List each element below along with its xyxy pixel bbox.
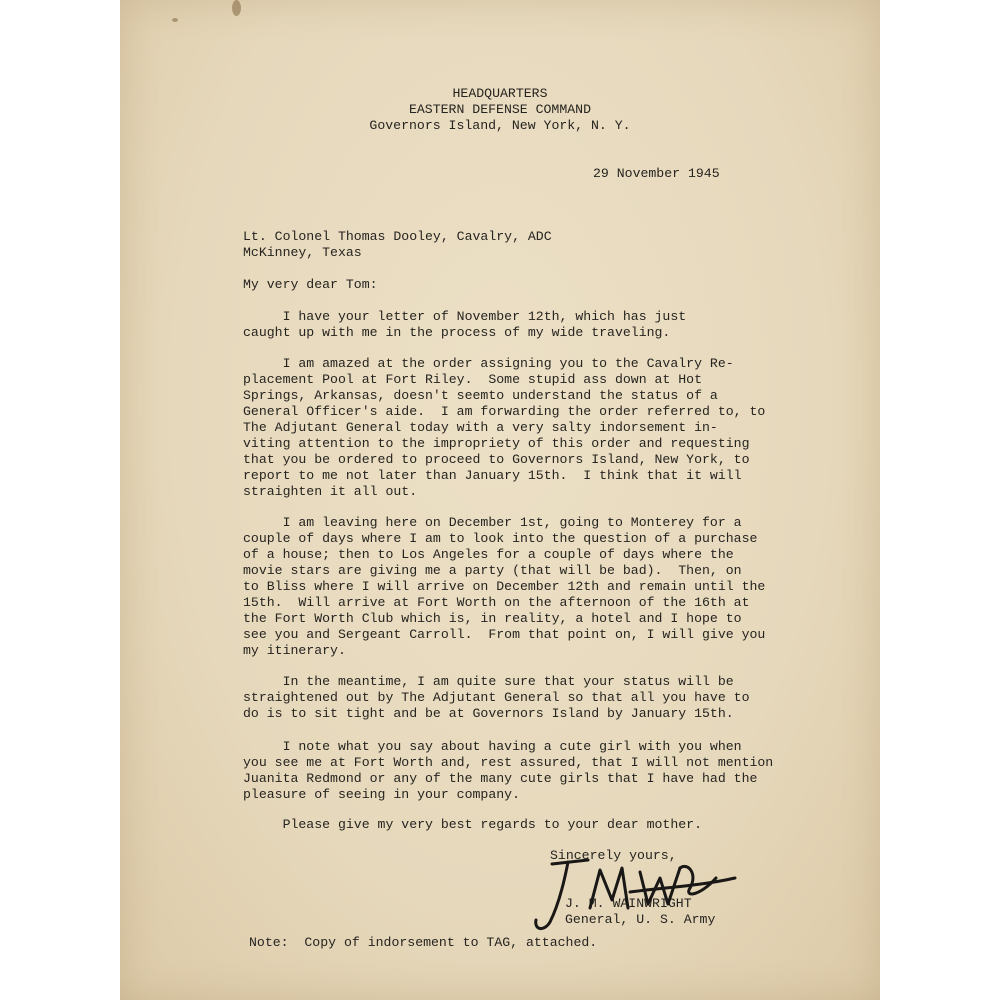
letterhead-line-3: Governors Island, New York, N. Y.	[369, 118, 631, 133]
body-paragraph-5: I note what you say about having a cute girl with you when you see me at Fort Worth and, rest assured, that I will not mention Juanita Redmond or any of the many cute girls that I have had the pleasure of seeing in your company.	[243, 739, 774, 802]
closing: Sincerely yours,	[550, 848, 677, 863]
recipient-line-1: Lt. Colonel Thomas Dooley, Cavalry, ADC	[243, 229, 552, 244]
salutation: My very dear Tom:	[243, 277, 378, 292]
body-paragraph-4: In the meantime, I am quite sure that your status will be straightened out by The Adjutant General so that all you have to do is to sit tight and be at Governors Island by January 15th.	[243, 674, 750, 721]
handwritten-signature	[530, 848, 750, 938]
letter-date: 29 November 1945	[593, 166, 720, 181]
signer-name: J. M. WAINWRIGHT	[565, 896, 692, 911]
recipient-line-2: McKinney, Texas	[243, 245, 362, 260]
body-paragraph-6: Please give my very best regards to your dear mother.	[243, 817, 702, 832]
paper-stain	[172, 18, 178, 22]
signer-title: General, U. S. Army	[565, 912, 716, 927]
body-paragraph-2: I am amazed at the order assigning you to the Cavalry Re- placement Pool at Fort Riley. Some stupid ass down at Hot Springs, Arkansas, doesn't seemto understand the status of a General Officer's aide. I am forwarding the order referred to, to The Adjutant General today with a very salty indorsement in- viting attention to the impropriety of this order and requesting that you be ordered to proceed to Governors Island, New York, to report to me not later than January 15th. I think that it will straighten it all out.	[243, 356, 766, 499]
paper-stain	[232, 0, 241, 16]
body-paragraph-3: I am leaving here on December 1st, going to Monterey for a couple of days where I am to look into the question of a purchase of a house; then to Los Angeles for a couple of days where the movie stars are giving me a party (that will be bad). Then, on to Bliss where I will arrive on December 12th and remain until the 15th. Will arrive at Fort Worth on the afternoon of the 16th at the Fort Worth Club which is, in reality, a hotel and I hope to see you and Sergeant Carroll. From that point on, I will give you my itinerary.	[243, 515, 766, 658]
letter-page	[120, 0, 880, 1000]
letterhead-line-1: HEADQUARTERS	[452, 86, 548, 101]
enclosure-note: Note: Copy of indorsement to TAG, attached.	[249, 935, 598, 950]
body-paragraph-1: I have your letter of November 12th, which has just caught up with me in the process of my wide traveling.	[243, 309, 687, 340]
letterhead-line-2: EASTERN DEFENSE COMMAND	[408, 102, 592, 117]
